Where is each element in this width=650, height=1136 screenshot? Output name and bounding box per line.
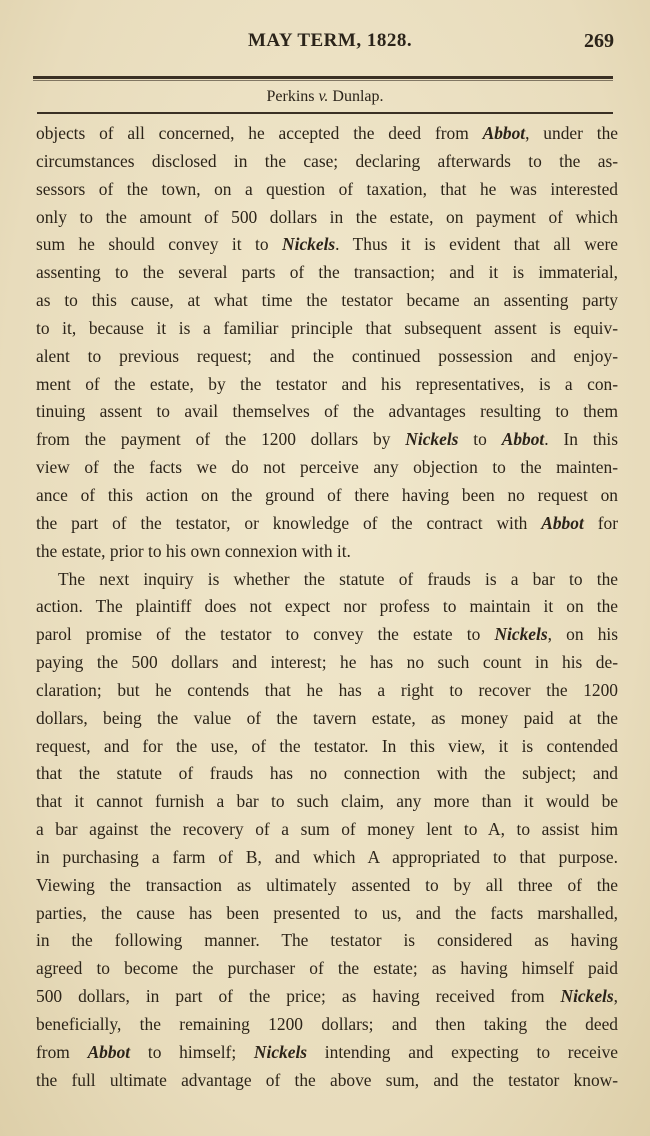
text-line [36, 900, 618, 928]
text-line [36, 426, 618, 454]
header-rule-thin [33, 80, 613, 81]
party-name: Nickels [253, 1041, 308, 1062]
case-plaintiff: Perkins [266, 88, 315, 105]
text-line [36, 1067, 618, 1095]
text-line [36, 231, 618, 259]
text-segment: request, and for the use, of the testator. In this view, it is contended [36, 735, 618, 756]
text-segment: that it cannot furnish a bar to such claim, any more than it would be [36, 791, 618, 812]
text-line [36, 315, 618, 343]
party-name: Nickels [405, 429, 459, 450]
text-segment: the estate, prior to his own connexion with it. [36, 540, 351, 561]
text-segment: from [36, 1041, 88, 1062]
text-segment: parol promise of the testator to convey the estate to [36, 624, 495, 645]
text-line [36, 1011, 618, 1039]
text-segment: sessors of the town, on a question of taxation, that he was interested [36, 178, 618, 199]
page-header [0, 30, 650, 60]
text-line [36, 705, 618, 733]
text-segment: the full ultimate advantage of the above sum, and the testator know- [36, 1069, 618, 1090]
text-segment: Viewing the transaction as ultimately assented to by all three of the [36, 874, 618, 895]
text-segment: in purchasing a farm of B, and which A appropriated to that purpose. [36, 846, 618, 867]
text-line [36, 983, 618, 1011]
text-line [36, 398, 618, 426]
text-line [36, 259, 618, 287]
text-line [36, 955, 618, 983]
text-line [36, 760, 618, 788]
header-rule-thick [33, 76, 613, 79]
text-segment: for [583, 512, 618, 533]
text-segment: from the payment of the 1200 dollars by [36, 429, 406, 450]
text-line [36, 844, 618, 872]
text-segment: as to this cause, at what time the testator became an assenting party [36, 290, 618, 311]
party-name: Abbot [501, 429, 545, 450]
text-segment: claration; but he contends that he has a right to recover the 1200 [36, 679, 618, 700]
text-segment: the part of the testator, or knowledge of the contract with [36, 512, 542, 533]
text-line [36, 120, 618, 148]
case-title [0, 88, 650, 106]
text-segment: sum he should convey it to [36, 234, 283, 255]
text-segment: , under the [525, 123, 618, 143]
text-line [36, 1039, 618, 1067]
text-segment: circumstances disclosed in the case; declaring afterwards to the as- [36, 150, 618, 171]
text-segment: The next inquiry is whether the statute of frauds is a bar to the [58, 568, 618, 589]
text-line [36, 677, 618, 705]
text-segment: dollars, being the value of the tavern estate, as money paid at the [36, 707, 618, 728]
text-line [36, 788, 618, 816]
text-segment: to [458, 429, 502, 450]
running-title: MAY TERM, 1828. [248, 30, 413, 51]
text-segment: that the statute of frauds has no connection with the subject; and [36, 763, 618, 784]
text-line [36, 510, 618, 538]
text-line [36, 287, 618, 315]
case-title-rule [37, 112, 613, 114]
text-segment: alent to previous request; and the continued possession and enjoy- [36, 345, 618, 366]
text-segment: view of the facts we do not perceive any objection to the mainten- [36, 457, 618, 478]
party-name: Nickels [282, 234, 336, 255]
text-segment: paying the 500 dollars and interest; he has no such count in his de- [36, 652, 618, 673]
text-line [36, 176, 618, 204]
text-line [36, 148, 618, 176]
text-line [36, 538, 618, 566]
text-segment: parties, the cause has been presented to us, and the facts marshalled, [36, 902, 618, 923]
case-versus: v. [318, 88, 329, 105]
text-segment: 500 dollars, in part of the price; as having received from [36, 986, 561, 1007]
text-line [36, 927, 618, 955]
text-segment: only to the amount of 500 dollars in the estate, on payment of which [36, 206, 618, 227]
text-line [36, 343, 618, 371]
text-segment: . Thus it is evident that all were [335, 234, 619, 255]
text-segment: , [613, 986, 618, 1007]
party-name: Abbot [87, 1041, 131, 1062]
text-segment: in the following manner. The testator is considered as having [36, 930, 618, 951]
text-segment: action. The plaintiff does not expect nor profess to maintain it on the [36, 596, 618, 617]
text-line [36, 649, 618, 677]
text-segment: to it, because it is a familiar principle that subsequent assent is equiv- [36, 317, 618, 338]
text-segment: ance of this action on the ground of there having been no request on [36, 484, 618, 505]
text-segment: , on his [547, 624, 618, 645]
case-defendant: Dunlap. [332, 88, 384, 105]
body-text [36, 120, 618, 1095]
text-line [36, 593, 618, 621]
text-line [36, 733, 618, 761]
text-line [36, 204, 618, 232]
text-segment: objects of all concerned, he accepted the deed from [36, 123, 483, 143]
text-line [36, 816, 618, 844]
text-line [36, 621, 618, 649]
party-name: Abbot [541, 512, 584, 533]
text-segment: tinuing assent to avail themselves of the advantages resulting to them [36, 401, 618, 422]
text-segment: ment of the estate, by the testator and his representatives, is a con- [36, 373, 618, 394]
text-line [36, 566, 618, 594]
party-name: Abbot [482, 123, 526, 143]
text-segment: to himself; [130, 1041, 254, 1062]
text-line [36, 454, 618, 482]
text-line [36, 482, 618, 510]
party-name: Nickels [494, 624, 548, 645]
text-segment: beneficially, the remaining 1200 dollars; and then taking the deed [36, 1014, 618, 1034]
text-segment: . In this [544, 429, 619, 450]
text-line [36, 872, 618, 900]
party-name: Nickels [560, 986, 614, 1007]
text-segment: a bar against the recovery of a sum of money lent to A, to assist him [36, 819, 618, 840]
text-segment: intending and expecting to receive [307, 1041, 618, 1062]
text-segment: agreed to become the purchaser of the estate; as having himself paid [36, 958, 618, 979]
page-number: 269 [584, 30, 614, 52]
text-segment: assenting to the several parts of the transaction; and it is immaterial, [36, 262, 618, 283]
text-line [36, 371, 618, 399]
